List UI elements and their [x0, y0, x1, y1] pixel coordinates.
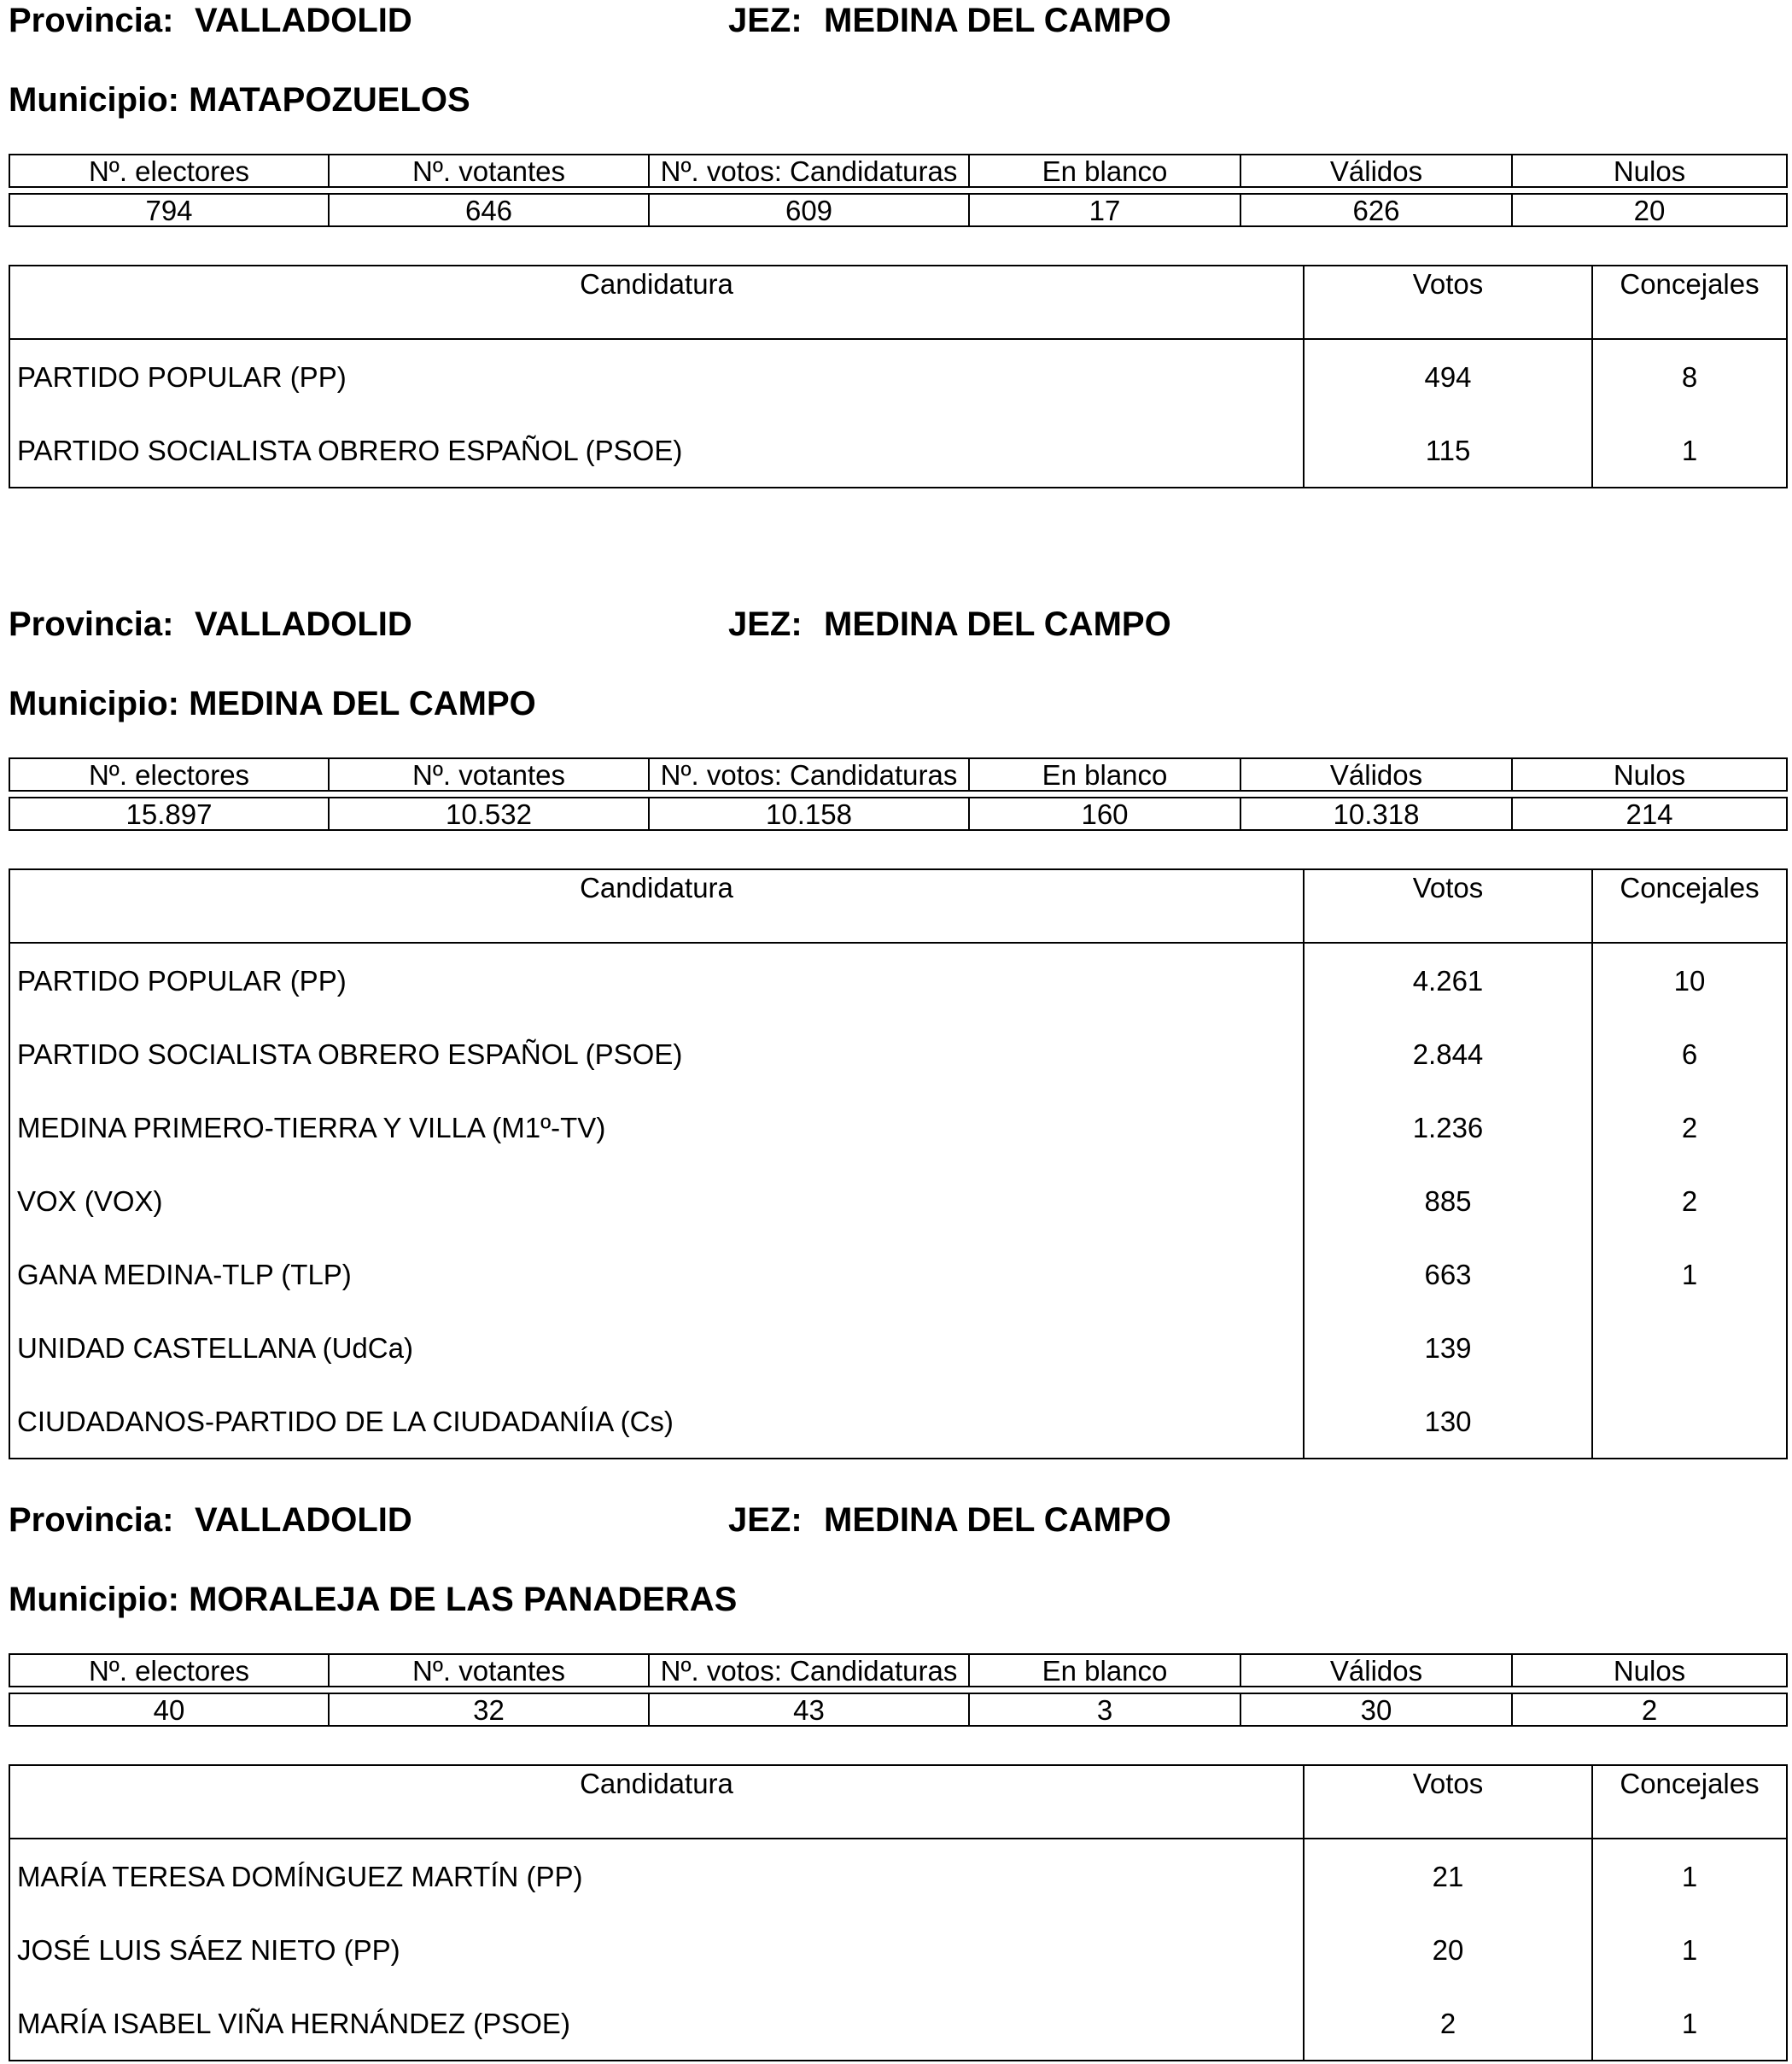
jez-label: JEZ: [728, 2, 803, 39]
votos-value: 115 [1304, 413, 1592, 488]
jez-value: MEDINA DEL CAMPO [824, 605, 1171, 643]
stats-header: Nº. votos: Candidaturas [649, 155, 969, 187]
concejales-header: Concejales [1592, 869, 1787, 943]
stats-header: En blanco [969, 1654, 1240, 1687]
stats-value: 214 [1512, 798, 1787, 830]
table-row [9, 1237, 1787, 1311]
table-row [9, 339, 1787, 413]
provincia-value: VALLADOLID [195, 605, 412, 643]
stats-header: Válidos [1240, 758, 1512, 791]
concejales-value: 1 [1681, 1258, 1698, 1290]
table-row [9, 1913, 1787, 1986]
stats-header: Nº. electores [9, 1654, 329, 1687]
candidaturas-header-row [9, 869, 1787, 943]
candidatura-header: Candidatura [9, 869, 1304, 943]
stats-table [9, 154, 1788, 227]
votos-value: 139 [1304, 1311, 1592, 1384]
stats-table [9, 1653, 1788, 1727]
votos-header: Votos [1304, 1765, 1592, 1839]
stats-header: Nulos [1512, 155, 1787, 187]
stats-value-row [9, 798, 1787, 830]
concejales-value: 1 [1681, 1933, 1698, 1966]
stats-header: Válidos [1240, 155, 1512, 187]
concejales-value: 1 [1681, 434, 1698, 466]
stats-value: 10.532 [329, 798, 649, 830]
jez-value: MEDINA DEL CAMPO [824, 2, 1171, 39]
table-row [9, 1090, 1787, 1164]
concejales-value: 2 [1681, 1184, 1698, 1217]
stats-value: 609 [649, 194, 969, 226]
stats-header: En blanco [969, 155, 1240, 187]
concejales-value: 2 [1681, 1111, 1698, 1143]
stats-header: Nº. votos: Candidaturas [649, 1654, 969, 1687]
municipio-block [9, 1500, 1786, 2063]
concejales-value: 1 [1681, 1860, 1698, 1892]
stats-value-row [9, 1693, 1787, 1726]
jez-value: MEDINA DEL CAMPO [824, 1501, 1171, 1539]
table-row [9, 1986, 1787, 2061]
stats-value: 20 [1512, 194, 1787, 226]
table-row [9, 1384, 1787, 1459]
stats-header: Nº. votantes [329, 155, 649, 187]
municipio-title: Municipio: MATAPOZUELOS [9, 81, 470, 119]
candidatura-name: CIUDADANOS-PARTIDO DE LA CIUDADANÍIA (Cs) [9, 1384, 1304, 1459]
table-row [9, 1017, 1787, 1090]
concejales-value [1592, 1311, 1787, 1384]
table-row [9, 413, 1787, 488]
candidaturas-header-row [9, 266, 1787, 339]
stats-value: 160 [969, 798, 1240, 830]
candidaturas-header-row [9, 1765, 1787, 1839]
candidaturas-table [9, 265, 1788, 488]
votos-value: 663 [1304, 1237, 1592, 1311]
municipio-block [9, 0, 1786, 487]
stats-value-row [9, 194, 1787, 226]
municipio-title: Municipio: MORALEJA DE LAS PANADERAS [9, 1581, 738, 1618]
candidaturas-table [9, 868, 1788, 1459]
concejales-value: 10 [1673, 964, 1706, 997]
municipio-block [9, 604, 1786, 1458]
candidatura-name: MEDINA PRIMERO-TIERRA Y VILLA (M1º-TV) [9, 1090, 1304, 1164]
stats-header: Nº. electores [9, 758, 329, 791]
stats-value: 30 [1240, 1693, 1512, 1726]
stats-value: 10.158 [649, 798, 969, 830]
candidatura-header: Candidatura [9, 1765, 1304, 1839]
candidatura-header: Candidatura [9, 266, 1304, 339]
provincia-label: Provincia: [9, 605, 174, 643]
concejales-header: Concejales [1592, 266, 1787, 339]
votos-value: 130 [1304, 1384, 1592, 1459]
candidatura-name: PARTIDO POPULAR (PP) [9, 943, 1304, 1017]
stats-value: 15.897 [9, 798, 329, 830]
table-row [9, 1164, 1787, 1237]
stats-value: 40 [9, 1693, 329, 1726]
provincia-value: VALLADOLID [195, 1501, 412, 1539]
jez-label: JEZ: [728, 605, 803, 643]
candidatura-name: UNIDAD CASTELLANA (UdCa) [9, 1311, 1304, 1384]
candidatura-name: MARÍA ISABEL VIÑA HERNÁNDEZ (PSOE) [9, 1986, 1304, 2061]
stats-header: Nulos [1512, 1654, 1787, 1687]
votos-value: 2 [1304, 1986, 1592, 2061]
concejales-value: 6 [1681, 1038, 1698, 1070]
candidatura-name: GANA MEDINA-TLP (TLP) [9, 1237, 1304, 1311]
candidatura-name: PARTIDO SOCIALISTA OBRERO ESPAÑOL (PSOE) [9, 413, 1304, 488]
stats-value: 17 [969, 194, 1240, 226]
concejales-value [1592, 1384, 1787, 1459]
stats-value: 794 [9, 194, 329, 226]
votos-header: Votos [1304, 869, 1592, 943]
stats-header-row [9, 1654, 1787, 1687]
stats-value: 3 [969, 1693, 1240, 1726]
table-row [9, 1839, 1787, 1913]
stats-header: Nº. votantes [329, 758, 649, 791]
votos-value: 20 [1304, 1913, 1592, 1986]
stats-value: 43 [649, 1693, 969, 1726]
municipio-title: Municipio: MEDINA DEL CAMPO [9, 685, 536, 722]
stats-value: 32 [329, 1693, 649, 1726]
stats-header: En blanco [969, 758, 1240, 791]
votos-value: 2.844 [1304, 1017, 1592, 1090]
stats-header-row [9, 758, 1787, 791]
votos-value: 1.236 [1304, 1090, 1592, 1164]
candidatura-name: JOSÉ LUIS SÁEZ NIETO (PP) [9, 1913, 1304, 1986]
table-row [9, 1311, 1787, 1384]
votos-header: Votos [1304, 266, 1592, 339]
provincia-label: Provincia: [9, 2, 174, 39]
stats-header: Nº. votos: Candidaturas [649, 758, 969, 791]
provincia-value: VALLADOLID [195, 2, 412, 39]
stats-header: Nº. electores [9, 155, 329, 187]
stats-value: 646 [329, 194, 649, 226]
stats-table [9, 757, 1788, 831]
candidatura-name: VOX (VOX) [9, 1164, 1304, 1237]
stats-header: Nulos [1512, 758, 1787, 791]
table-row [9, 943, 1787, 1017]
votos-value: 885 [1304, 1164, 1592, 1237]
jez-label: JEZ: [728, 1501, 803, 1539]
votos-value: 21 [1304, 1839, 1592, 1913]
candidatura-name: PARTIDO POPULAR (PP) [9, 339, 1304, 413]
stats-value: 10.318 [1240, 798, 1512, 830]
stats-value: 2 [1512, 1693, 1787, 1726]
votos-value: 4.261 [1304, 943, 1592, 1017]
concejales-value: 8 [1681, 360, 1698, 393]
concejales-header: Concejales [1592, 1765, 1787, 1839]
concejales-value: 1 [1681, 2007, 1698, 2039]
candidatura-name: PARTIDO SOCIALISTA OBRERO ESPAÑOL (PSOE) [9, 1017, 1304, 1090]
candidaturas-table [9, 1764, 1788, 2061]
stats-value: 626 [1240, 194, 1512, 226]
provincia-label: Provincia: [9, 1501, 174, 1539]
candidatura-name: MARÍA TERESA DOMÍNGUEZ MARTÍN (PP) [9, 1839, 1304, 1913]
stats-header: Nº. votantes [329, 1654, 649, 1687]
stats-header: Válidos [1240, 1654, 1512, 1687]
votos-value: 494 [1304, 339, 1592, 413]
stats-header-row [9, 155, 1787, 187]
